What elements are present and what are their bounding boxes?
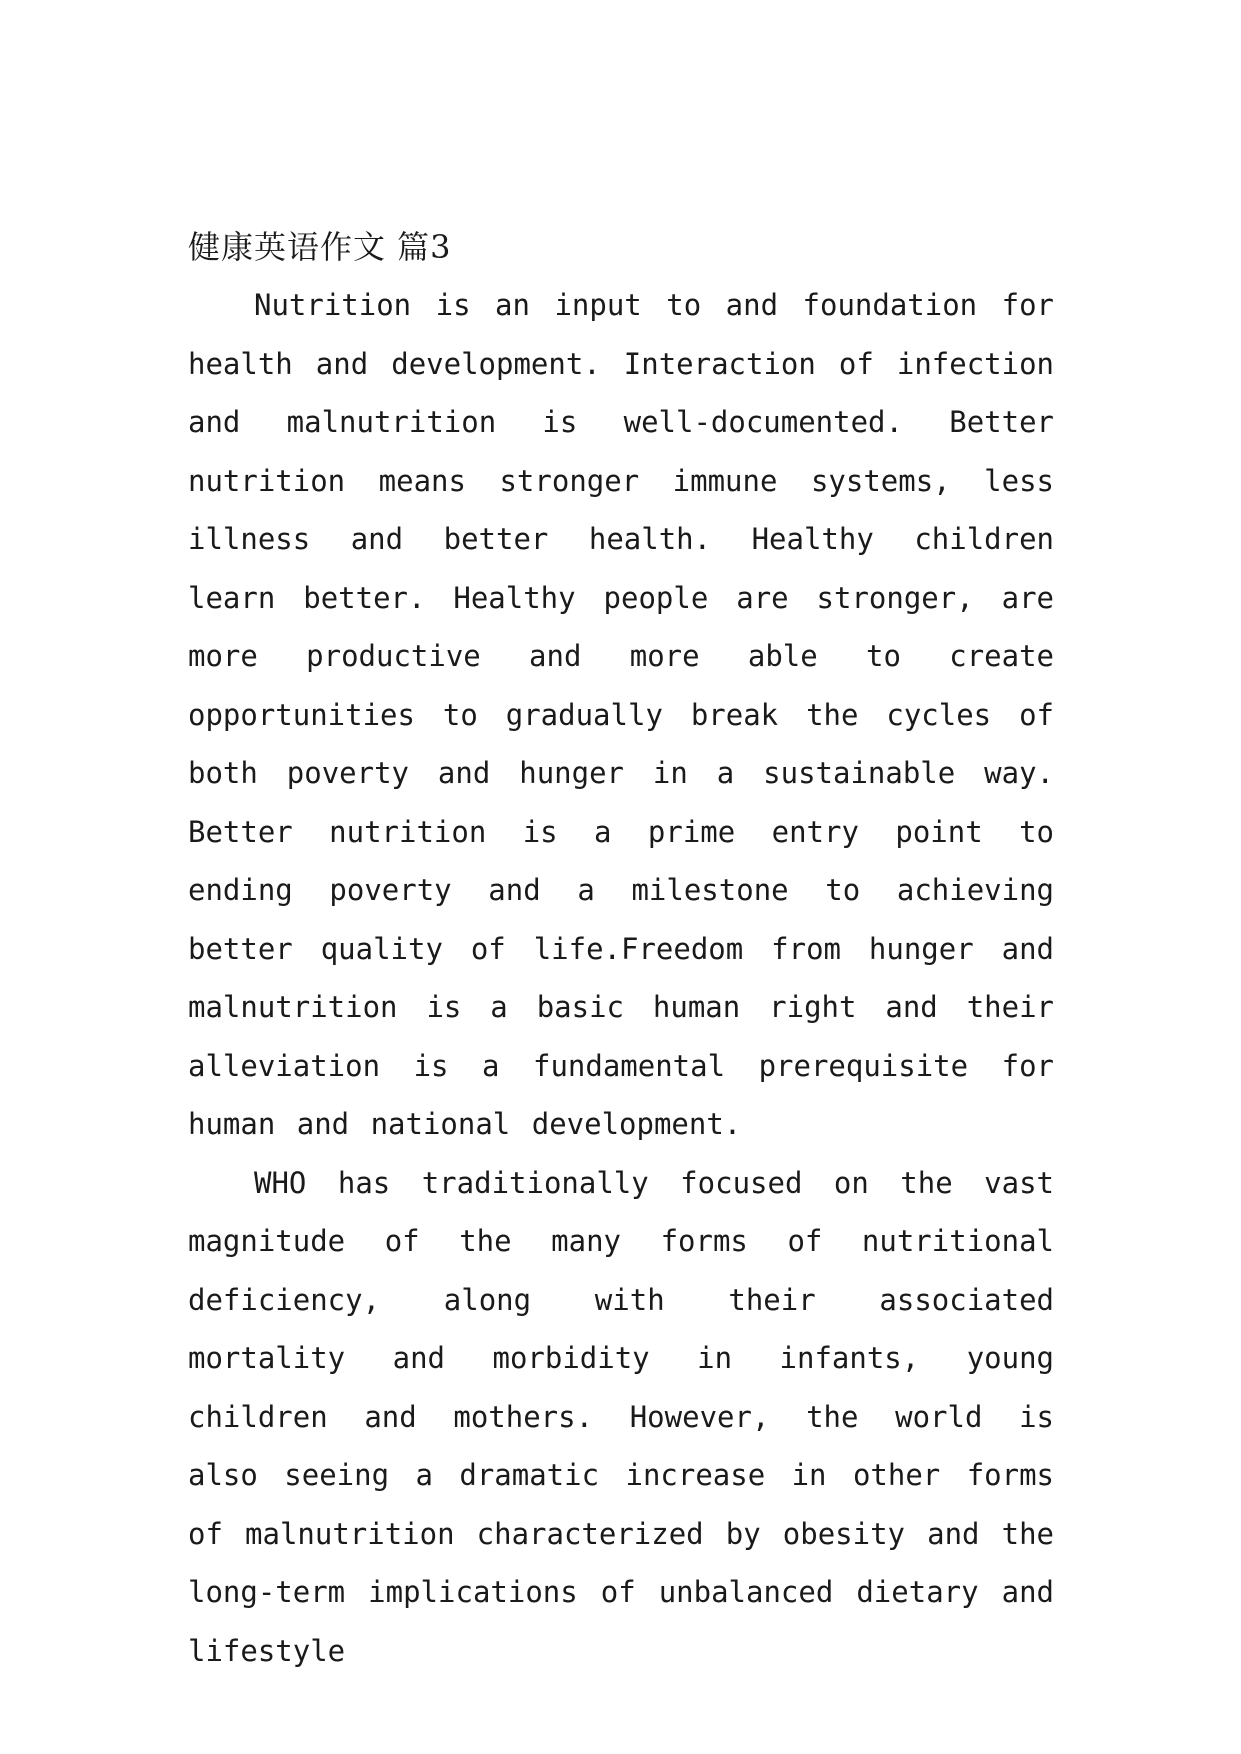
document-title: 健康英语作文 篇3 bbox=[188, 228, 452, 266]
paragraph-who: WHO has traditionally focused on the vast magnitude of the many forms of nutritional deficiency, along with their associated mortality and morbidity in infants, young children and mothers. However, the world is also seeing a dramatic increase in other forms of malnutrition characterized by obesity and the long-term implications of unbalanced dietary and lifestyle bbox=[188, 1165, 1054, 1668]
paragraph-nutrition: Nutrition is an input to and foundation for health and development. Interaction of infection and malnutrition is well-documented. Better nutrition means stronger immune systems, less illness and better health. Healthy children learn better. Healthy people are stronger, are more productive and more able to create opportunities to gradually break the cycles of both poverty and hunger in a sustainable way. Better nutrition is a prime entry point to ending poverty and a milestone to achieving better quality of life.Freedom from hunger and malnutrition is a basic human right and their alleviation is a fundamental prerequisite for human and national development. bbox=[188, 288, 1054, 1141]
document-body bbox=[188, 218, 1054, 1680]
